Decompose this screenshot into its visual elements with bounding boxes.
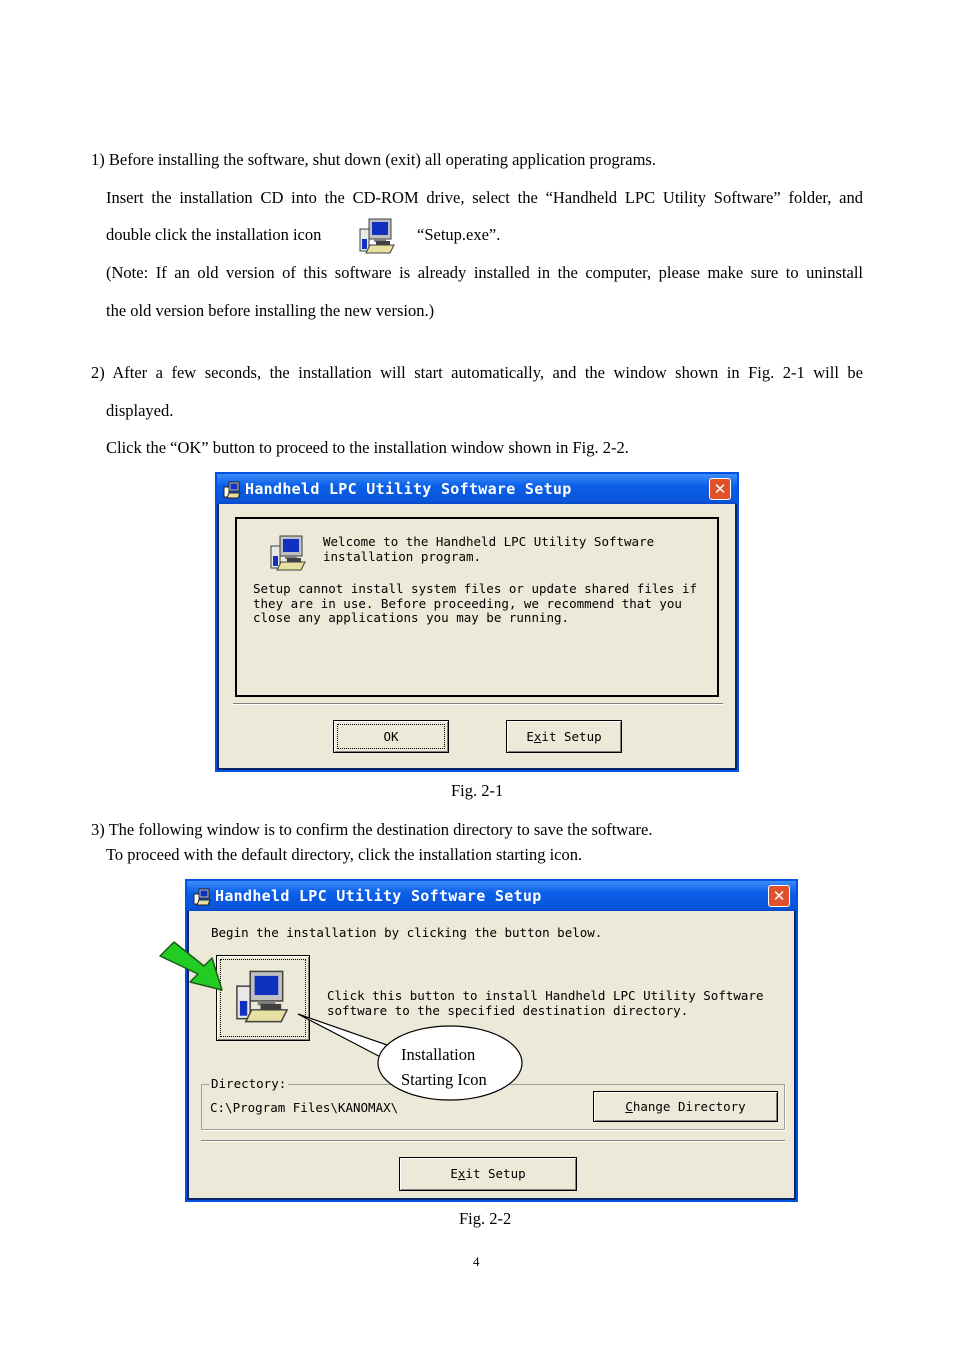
green-arrow-icon — [158, 938, 228, 994]
step1-note-line2: the old version before installing the new version.) — [106, 301, 435, 320]
exit-label-pre: E — [450, 1166, 458, 1181]
warning-text: Setup cannot install system files or update shared files if they are in use. Before proceeding, we recommend that you close any applications you may be running. — [253, 581, 698, 625]
window-title: Handheld LPC Utility Software Setup — [215, 887, 542, 905]
step2-line1: 2) After a few seconds, the installation will start automatically, and the window shown in Fig. 2-1 will be — [91, 363, 863, 382]
step2-line3: Click the “OK” button to proceed to the installation window shown in Fig. 2-2. — [106, 438, 629, 457]
begin-text: Begin the installation by clicking the button below. — [211, 925, 603, 940]
close-icon: ✕ — [713, 480, 727, 498]
step2-line2: displayed. — [106, 401, 174, 420]
setup-window-fig1 — [215, 472, 739, 772]
exit-setup-button[interactable] — [506, 720, 622, 753]
welcome-text: Welcome to the Handheld LPC Utility Software installation program. — [323, 534, 655, 564]
exit-setup-button[interactable] — [399, 1157, 577, 1191]
callout-text: Installation Starting Icon — [401, 1045, 487, 1089]
step1-line1: 1) Before installing the software, shut down (exit) all operating application programs. — [91, 150, 656, 169]
window-client — [219, 504, 735, 768]
change-label-post: hange Directory — [632, 1099, 746, 1114]
window-title: Handheld LPC Utility Software Setup — [245, 480, 572, 498]
setup-icon — [267, 534, 309, 574]
exit-label-accel: x — [457, 1166, 466, 1181]
directory-label: Directory: — [211, 1076, 287, 1091]
step1-line3b: “Setup.exe”. — [417, 225, 501, 244]
setup-icon — [356, 217, 398, 257]
exit-label-post: it Setup — [541, 729, 602, 744]
change-label-accel: C — [625, 1099, 633, 1114]
change-directory-button[interactable] — [593, 1091, 778, 1122]
ok-button[interactable] — [333, 720, 449, 753]
setup-app-icon — [193, 888, 211, 906]
step1-line3a: double click the installation icon — [106, 225, 322, 244]
close-button[interactable] — [768, 885, 790, 907]
setup-app-icon — [223, 481, 241, 499]
exit-label-accel: x — [533, 729, 542, 744]
separator — [201, 1140, 785, 1142]
step3-line2: To proceed with the default directory, click the installation starting icon. — [106, 845, 583, 864]
install-computer-icon — [231, 968, 293, 1028]
step1-line2: Insert the installation CD into the CD-ROM drive, select the “Handheld LPC Utility Software” folder, and — [106, 188, 863, 207]
fig1-caption: Fig. 2-1 — [451, 781, 504, 800]
step3-line1: 3) The following window is to confirm the destination directory to save the software. — [91, 820, 653, 839]
directory-path: C:\Program Files\KANOMAX\ — [210, 1100, 399, 1115]
step1-note-line1: (Note: If an old version of this software is already installed in the computer, please make sure to uninstall — [106, 263, 863, 282]
title-bar[interactable] — [187, 881, 796, 911]
focus-rect — [337, 724, 445, 749]
install-instruction-text: Click this button to install Handheld LPC Utility Software software to the specified destination directory. — [327, 988, 764, 1018]
close-icon: ✕ — [772, 887, 786, 905]
title-bar[interactable] — [217, 474, 737, 504]
exit-label-post: it Setup — [465, 1166, 526, 1181]
ok-label: OK — [383, 729, 399, 744]
fig2-caption: Fig. 2-2 — [459, 1209, 512, 1228]
page-number: 4 — [473, 1254, 480, 1269]
close-button[interactable] — [709, 478, 731, 500]
exit-label-pre: E — [526, 729, 534, 744]
separator — [233, 703, 723, 705]
